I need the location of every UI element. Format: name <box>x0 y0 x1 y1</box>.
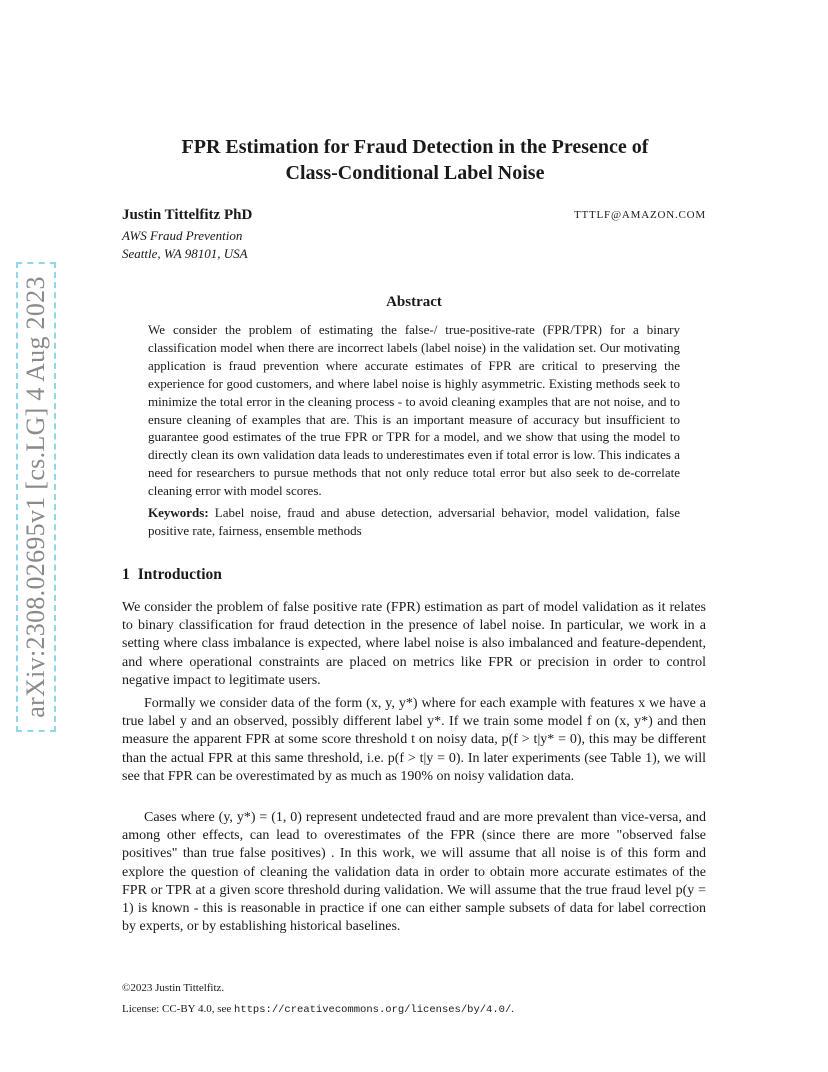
affiliation-line-1: AWS Fraud Prevention <box>122 228 243 243</box>
author-name: Justin Tittelfitz PhD <box>122 207 253 223</box>
intro-paragraph-2: Formally we consider data of the form (x, y, y*) where for each example with features x we have a true label y and an observed, possibly different label y*. If we train some model f on (x, y*) and then measure the apparent FPR at some score threshold t on noisy data, p(f > t|y* = 0), this may be different than the actual FPR at this same threshold, i.e. p(f > t|y = 0). In later experiments (see Table 1), we will see that FPR can be overestimated by as much as 190% on noisy validation data. <box>122 696 706 784</box>
keywords-label: Keywords: <box>148 505 209 520</box>
abstract-text: We consider the problem of estimating the false-/ true-positive-rate (FPR/TPR) for a binary classification model when there are incorrect labels (label noise) in the validation set. Our motivating application is fraud prevention where accurate estimates of FPR are critical to preserving the experience for good customers, and where label noise is highly asymmetric. Existing methods seek to minimize the total error in the cleaning process - to avoid cleaning examples that are not noise, and to ensure cleaning of examples that are. This is an important measure of accuracy but insufficient to guarantee good estimates of the true FPR or TPR for a model, and we show that using the model to directly clean its own validation data leads to underestimates even if total error is low. This indicates a need for researchers to pursue methods that not only reduce total error but also seek to de-correlate cleaning error with model scores. <box>148 322 680 499</box>
section-number: 1 <box>122 566 130 583</box>
arxiv-identifier[interactable]: arXiv:2308.02695v1 [cs.LG] 4 Aug 2023 <box>21 276 50 718</box>
intro-paragraph-1: We consider the problem of false positive rate (FPR) estimation as part of model validation as it relates to binary classification for fraud detection in the presence of label noise. In particular, we work in a setting where class imbalance is expected, where label noise is also imbalanced and feature-dependent, and where operational constraints are placed on metrics like FPR or precision in order to control negative impact to legitimate users. <box>122 600 706 688</box>
license-suffix: . <box>511 1003 515 1015</box>
license-link[interactable]: https://creativecommons.org/licenses/by/4.0/ <box>234 1004 512 1016</box>
affiliation-line-2: Seattle, WA 98101, USA <box>122 246 248 261</box>
keywords-list: Label noise, fraud and abuse detection, adversarial behavior, model validation, false positive rate, fairness, ensemble methods <box>148 505 680 538</box>
paper-title-line-1: FPR Estimation for Fraud Detection in the Presence of <box>181 136 649 158</box>
author-email[interactable]: TTTLF@AMAZON.COM <box>573 209 706 221</box>
paper-title <box>110 134 720 186</box>
license-notice <box>122 1003 514 1016</box>
abstract-heading: Abstract <box>386 294 442 310</box>
copyright-notice: ©2023 Justin Tittelfitz. <box>122 982 225 994</box>
section-title: Introduction <box>137 566 222 583</box>
section-heading-introduction <box>122 566 222 584</box>
paper-title-line-2: Class-Conditional Label Noise <box>285 162 545 184</box>
license-prefix: License: CC-BY 4.0, see <box>122 1003 235 1015</box>
intro-paragraph-3: Cases where (y, y*) = (1, 0) represent undetected fraud and are more prevalent than vice-versa, and among other effects, can lead to overestimates of the FPR (since there are more "observed false positives" than true false positives) . In this work, we will assume that all noise is of this form and explore the question of cleaning the validation data in order to obtain more accurate estimates of the FPR or TPR at a given score threshold during validation. We will assume that the true fraud level p(y = 1) is known - this is reasonable in practice if one can either sample subsets of data for label correction by experts, or by establishing historical baselines. <box>122 810 706 935</box>
keywords <box>148 504 680 540</box>
